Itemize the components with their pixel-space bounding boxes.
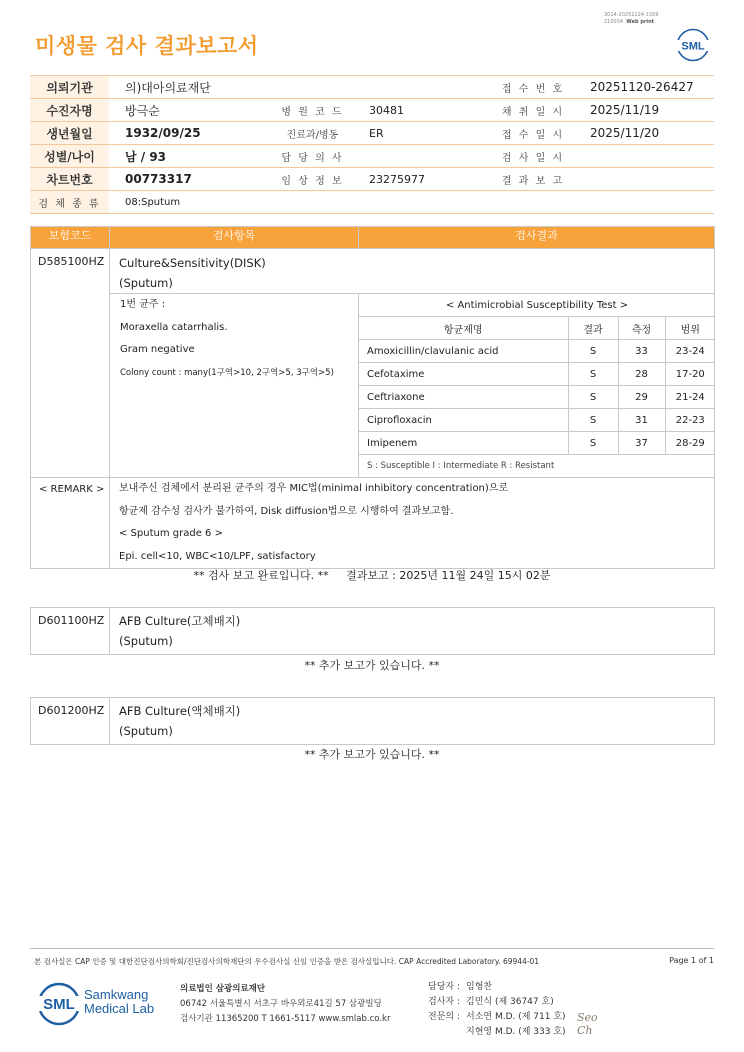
staff-name: 서소연 M.D. (제 711 호) [466,1012,566,1022]
ast-drug: Ceftriaxone [359,386,568,409]
test-name: AFB Culture(액체배지) [119,704,241,718]
test-result-header: 검사결과 [359,227,715,249]
document-id-line1: 3014-20251124-1509 [604,12,659,18]
requesting-institution-label: 의뢰기관 [30,76,109,99]
clinical-info-label: 임 상 정 보 [272,168,353,191]
staff-list [428,980,566,1040]
ast-drug: Ciprofloxacin [359,409,568,432]
ast-range: 21-24 [665,386,715,409]
staff-row [428,1010,566,1025]
collection-date-value: 2025/11/19 [574,99,714,122]
physician-label: 담 당 의 사 [272,145,353,168]
collection-date-label: 채 취 일 시 [492,99,574,122]
birth-date-label: 생년월일 [30,122,109,145]
staff-row [428,980,566,995]
sml-logo-large-icon [37,982,81,1026]
staff-role: 검사자 : [428,997,460,1007]
ast-col-result: 결과 [568,317,618,340]
receipt-date-value: 2025/11/20 [574,122,714,145]
requesting-institution-value: 의)대아의료재단 [109,76,492,99]
ast-value: 29 [618,386,665,409]
afb-liquid-culture-block [30,697,715,745]
sml-logo-text: SML [681,40,705,53]
remark-label: < REMARK > [31,478,110,569]
institution-address: 06742 서울특별시 서초구 바우뫼로41길 57 삼광빌딩 [180,999,382,1009]
test-code: D601200HZ [31,698,110,745]
department-value: ER [353,122,492,145]
test-specimen: (Sputum) [119,276,173,290]
test-item [110,608,715,655]
ast-range: 23-24 [665,340,715,363]
patient-info-table [30,75,714,214]
ast-cell [359,294,715,478]
organism-label: 1번 균주 : [120,299,166,310]
ast-value: 37 [618,432,665,455]
patient-info-row [30,145,714,168]
results-header-row [31,227,715,249]
ast-legend-row [359,455,715,478]
staff-role: 전문의 : [428,1012,460,1022]
table-row [31,294,715,478]
ast-legend: S : Susceptible I : Intermediate R : Resistant [367,461,555,471]
remark-line: 항균제 감수성 검사가 불가하여, Disk diffusion법으로 시행하여 결과보고함. [119,505,454,517]
patient-info-row [30,168,714,191]
ast-drug: Imipenem [359,432,568,455]
staff-name: 김민식 (제 36747 호) [466,997,554,1007]
ast-range: 28-29 [665,432,715,455]
accession-number-value: 20251120-26427 [574,76,714,99]
test-specimen: (Sputum) [119,634,173,648]
ast-row [359,432,715,455]
brand-name [84,988,154,1016]
table-row [31,478,715,569]
ast-range: 22-23 [665,409,715,432]
ast-col-range: 범위 [665,317,715,340]
patient-name-label: 수진자명 [30,99,109,122]
ast-row [359,409,715,432]
hospital-code-label: 병 원 코 드 [272,99,353,122]
result-report-value [574,168,714,191]
organism-name: Moraxella catarrhalis. [120,321,228,333]
ast-drug: Cefotaxime [359,363,568,386]
specimen-type-label: 검 체 종 류 [30,191,109,214]
sml-logo-icon [676,28,710,62]
brand-name-line2: Medical Lab [84,1001,155,1016]
patient-info-row [30,99,714,122]
table-row [31,698,715,745]
chart-number-value: 00773317 [109,168,272,191]
remark-content [110,478,715,569]
ast-header-row [359,317,715,340]
ast-value: 33 [618,340,665,363]
ast-title: < Antimicrobial Susceptibility Test > [359,294,715,317]
patient-info-row [30,122,714,145]
chart-number-label: 차트번호 [30,168,109,191]
department-label: 진료과/병동 [272,122,353,145]
results-table [30,226,715,569]
accreditation-note: 본 검사실은 CAP 인증 및 대한진단검사의학회/진단검사의학재단의 우수검사실 신임 인증을 받은 검사실입니다. CAP Accredited Laboratory. 69944-01 [34,957,540,966]
test-item-header: 검사항목 [110,227,359,249]
test-code: D601100HZ [31,608,110,655]
staff-name: 임형찬 [466,982,493,992]
brand-name-line1: Samkwang [84,987,149,1002]
ast-value: 31 [618,409,665,432]
ast-col-value: 측정 [618,317,665,340]
test-name: Culture&Sensitivity(DISK) [119,256,266,270]
insurance-code-header: 보험코드 [31,227,110,249]
signature-2: Ch [577,1024,593,1037]
colony-count: Colony count : many(1구역>10, 2구역>5, 3구역>5) [120,367,334,378]
additional-report-note: ** 추가 보고가 있습니다. ** [304,748,440,761]
ast-result: S [568,340,618,363]
ast-value: 28 [618,363,665,386]
test-date-value [574,145,714,168]
patient-name-value: 방극순 [109,99,272,122]
patient-info-row [30,76,714,99]
staff-role: 담당자 : [428,982,460,992]
result-report-label: 결 과 보 고 [492,168,574,191]
test-item [110,698,715,745]
clinical-info-value: 23275977 [353,168,492,191]
institution-contact: 검사기관 11365200 T 1661-5117 www.smlab.co.kr [180,1014,391,1024]
ast-col-drug: 항균제명 [359,317,568,340]
remark-line: < Sputum grade 6 > [119,528,223,539]
sex-age-label: 성별/나이 [30,145,109,168]
table-row [31,249,715,294]
physician-value [353,145,492,168]
physician-signature [577,1011,598,1037]
patient-info-row [30,191,714,214]
organism-detail [110,294,359,478]
test-date-label: 검 사 일 시 [492,145,574,168]
institution-name: 의료법인 삼광의료재단 [180,984,266,994]
ast-result: S [568,363,618,386]
afb-solid-culture-block [30,607,715,655]
staff-name: 지현영 M.D. (제 333 호) [466,1027,566,1037]
staff-row [428,1025,566,1040]
document-id [604,12,659,26]
ast-result: S [568,386,618,409]
signature-1: Seo [577,1011,598,1024]
ast-row [359,340,715,363]
test-code: D585100HZ [31,249,110,478]
remark-line: Epi. cell<10, WBC<10/LPF, satisfactory [119,550,316,562]
birth-date-value: 1932/09/25 [109,122,272,145]
test-item [110,249,715,294]
ast-result: S [568,409,618,432]
footer-divider [30,948,714,949]
sex-age-value: 남 / 93 [109,145,272,168]
ast-row [359,363,715,386]
table-row [31,608,715,655]
test-specimen: (Sputum) [119,724,173,738]
remark-line: 보내주신 검체에서 분리된 균주의 경우 MIC법(minimal inhibitory concentration)으로 [119,483,509,494]
gram-stain: Gram negative [120,344,195,355]
additional-report-note: ** 추가 보고가 있습니다. ** [304,659,440,672]
ast-title-row [359,294,715,317]
staff-row [428,995,566,1010]
ast-result: S [568,432,618,455]
ast-row [359,386,715,409]
ast-drug: Amoxicillin/clavulanic acid [359,340,568,363]
page-number: Page 1 of 1 [669,956,714,965]
institution-info [180,982,390,1027]
specimen-type-value: 08:Sputum [109,191,714,214]
receipt-date-label: 접 수 일 시 [492,122,574,145]
hospital-code-value: 30481 [353,99,492,122]
test-name: AFB Culture(고체배지) [119,614,241,628]
web-print-label: Web print [626,19,655,25]
report-completion-note: ** 검사 보고 완료입니다. ** 결과보고 : 2025년 11월 24일 15시 02분 [193,569,551,582]
sml-logo-large-text: SML [43,996,75,1013]
accession-number-label: 접 수 번 호 [492,76,574,99]
page-title: 미생물 검사 결과보고서 [35,34,259,58]
staff-role [428,1025,466,1040]
ast-table [359,294,715,477]
document-id-line2: 210034 [604,19,624,25]
ast-range: 17-20 [665,363,715,386]
